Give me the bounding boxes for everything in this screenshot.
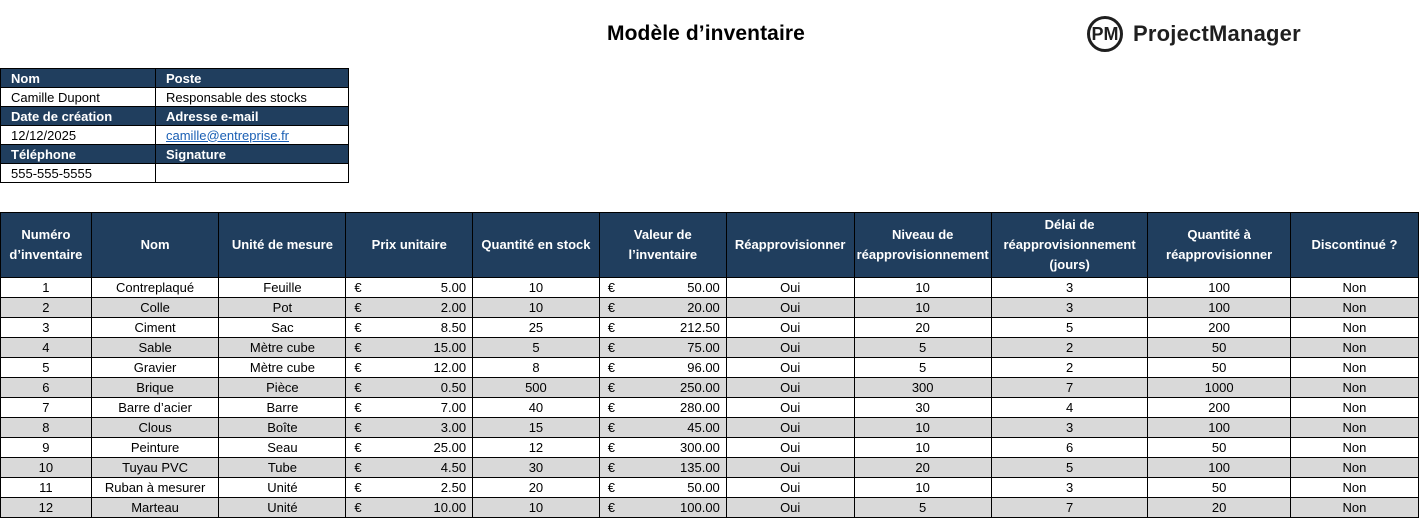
tel-label: Téléphone <box>1 145 156 164</box>
table-cell[interactable]: Clous <box>91 418 219 438</box>
table-cell[interactable]: Mètre cube <box>219 338 346 358</box>
table-cell[interactable] <box>599 358 726 378</box>
table-cell[interactable]: 10 <box>1 458 92 478</box>
table-row <box>1 498 1419 518</box>
currency-symbol: € <box>354 500 362 515</box>
table-cell[interactable]: Sac <box>219 318 346 338</box>
table-row <box>1 458 1419 478</box>
table-row <box>1 438 1419 458</box>
table-cell[interactable] <box>599 478 726 498</box>
table-cell[interactable] <box>346 378 473 398</box>
table-cell[interactable]: 10 <box>854 278 991 298</box>
table-cell[interactable]: 6 <box>1 378 92 398</box>
nom-value[interactable]: Camille Dupont <box>1 88 156 107</box>
table-cell[interactable]: 5 <box>854 338 991 358</box>
table-cell[interactable] <box>346 318 473 338</box>
amount-value: 8.50 <box>440 320 467 335</box>
table-cell[interactable]: 15 <box>473 418 600 438</box>
email-label: Adresse e-mail <box>156 107 349 126</box>
table-cell[interactable]: 3 <box>991 278 1148 298</box>
amount-value: 7.00 <box>440 400 467 415</box>
amount-value: 96.00 <box>687 360 720 375</box>
table-row <box>1 358 1419 378</box>
table-cell[interactable]: Oui <box>726 478 854 498</box>
currency-symbol: € <box>607 300 616 315</box>
table-cell[interactable]: Non <box>1290 378 1418 398</box>
amount-value: 2.00 <box>440 300 467 315</box>
table-cell[interactable]: 10 <box>473 298 600 318</box>
table-cell[interactable]: 5 <box>991 458 1148 478</box>
table-cell[interactable] <box>346 278 473 298</box>
table-cell[interactable] <box>599 438 726 458</box>
table-cell[interactable]: 4 <box>1 338 92 358</box>
table-cell[interactable]: 11 <box>1 478 92 498</box>
table-cell[interactable]: Barre <box>219 398 346 418</box>
email-cell[interactable] <box>156 126 349 145</box>
amount-value: 75.00 <box>687 340 720 355</box>
table-cell[interactable]: 20 <box>1148 498 1290 518</box>
currency-symbol: € <box>354 420 362 435</box>
table-cell[interactable]: Non <box>1290 318 1418 338</box>
table-cell[interactable] <box>346 478 473 498</box>
table-cell[interactable]: 2 <box>1 298 92 318</box>
table-cell[interactable] <box>599 378 726 398</box>
table-cell[interactable] <box>346 398 473 418</box>
table-cell[interactable]: 3 <box>1 318 92 338</box>
table-cell[interactable] <box>599 318 726 338</box>
table-cell[interactable]: 3 <box>991 418 1148 438</box>
table-cell[interactable]: Gravier <box>91 358 219 378</box>
table-cell[interactable]: 20 <box>854 458 991 478</box>
table-cell[interactable]: 2 <box>991 358 1148 378</box>
table-cell[interactable]: Mètre cube <box>219 358 346 378</box>
table-cell[interactable] <box>346 298 473 318</box>
table-cell[interactable]: 20 <box>854 318 991 338</box>
currency-symbol: € <box>607 280 616 295</box>
column-header[interactable]: Quantité à réapprovisionner <box>1148 213 1290 278</box>
table-cell[interactable]: Oui <box>726 318 854 338</box>
date-label: Date de création <box>1 107 156 126</box>
currency-symbol: € <box>354 480 362 495</box>
amount-value: 25.00 <box>433 440 467 455</box>
table-cell[interactable]: Non <box>1290 438 1418 458</box>
signature-value[interactable] <box>156 164 349 183</box>
table-cell[interactable] <box>346 338 473 358</box>
table-header-row <box>1 213 1419 278</box>
table-cell[interactable]: Marteau <box>91 498 219 518</box>
poste-label: Poste <box>156 69 349 88</box>
currency-symbol: € <box>607 460 616 475</box>
table-cell[interactable]: 10 <box>854 478 991 498</box>
table-cell[interactable]: Oui <box>726 338 854 358</box>
pm-logo-icon: PM <box>1087 16 1123 52</box>
amount-value: 50.00 <box>687 280 720 295</box>
table-cell[interactable]: Contreplaqué <box>91 278 219 298</box>
table-cell[interactable]: Sable <box>91 338 219 358</box>
table-cell[interactable]: 8 <box>1 418 92 438</box>
table-row <box>1 378 1419 398</box>
table-cell[interactable]: Oui <box>726 398 854 418</box>
column-header[interactable]: Prix unitaire <box>346 213 473 278</box>
tel-value[interactable]: 555-555-5555 <box>1 164 156 183</box>
nom-label: Nom <box>1 69 156 88</box>
table-cell[interactable]: Non <box>1290 278 1418 298</box>
amount-value: 212.50 <box>680 320 720 335</box>
amount-value: 50.00 <box>687 480 720 495</box>
table-cell[interactable]: Brique <box>91 378 219 398</box>
table-row <box>1 478 1419 498</box>
table-cell[interactable]: 10 <box>473 498 600 518</box>
table-cell[interactable]: 7 <box>991 498 1148 518</box>
table-cell[interactable]: Peinture <box>91 438 219 458</box>
table-cell[interactable]: Oui <box>726 358 854 378</box>
table-cell[interactable]: Seau <box>219 438 346 458</box>
column-header[interactable]: Valeur de l’inventaire <box>599 213 726 278</box>
table-cell[interactable]: 40 <box>473 398 600 418</box>
amount-value: 45.00 <box>687 420 720 435</box>
amount-value: 250.00 <box>680 380 720 395</box>
table-cell[interactable]: Non <box>1290 498 1418 518</box>
table-cell[interactable]: 25 <box>473 318 600 338</box>
amount-value: 12.00 <box>433 360 467 375</box>
column-header[interactable]: Réapprovisionner <box>726 213 854 278</box>
table-cell[interactable]: Boîte <box>219 418 346 438</box>
table-cell[interactable] <box>346 498 473 518</box>
poste-value[interactable]: Responsable des stocks <box>156 88 349 107</box>
table-row <box>1 298 1419 318</box>
email-link[interactable]: camille@entreprise.fr <box>166 127 290 143</box>
amount-value: 300.00 <box>680 440 720 455</box>
table-cell[interactable]: Ruban à mesurer <box>91 478 219 498</box>
table-row <box>1 318 1419 338</box>
amount-value: 4.50 <box>440 460 467 475</box>
column-header[interactable]: Délai de réapprovisionnement (jours) <box>991 213 1148 278</box>
currency-symbol: € <box>354 460 362 475</box>
table-cell[interactable]: 10 <box>854 418 991 438</box>
table-row <box>1 418 1419 438</box>
table-cell[interactable]: 50 <box>1148 438 1290 458</box>
amount-value: 100.00 <box>680 500 720 515</box>
table-cell[interactable]: Barre d’acier <box>91 398 219 418</box>
table-cell[interactable]: 1 <box>1 278 92 298</box>
amount-value: 135.00 <box>680 460 720 475</box>
table-cell[interactable]: 12 <box>1 498 92 518</box>
table-cell[interactable]: Non <box>1290 338 1418 358</box>
column-header[interactable]: Nom <box>91 213 219 278</box>
table-cell[interactable]: Non <box>1290 478 1418 498</box>
table-cell[interactable]: Tuyau PVC <box>91 458 219 478</box>
table-cell[interactable]: Non <box>1290 418 1418 438</box>
table-row <box>1 398 1419 418</box>
table-cell[interactable]: 5 <box>991 318 1148 338</box>
table-cell[interactable]: 10 <box>854 298 991 318</box>
table-cell[interactable] <box>599 418 726 438</box>
table-cell[interactable] <box>346 358 473 378</box>
table-cell[interactable]: Unité <box>219 478 346 498</box>
table-cell[interactable]: 3 <box>991 478 1148 498</box>
amount-value: 280.00 <box>680 400 720 415</box>
table-cell[interactable] <box>346 458 473 478</box>
column-header[interactable]: Discontinué ? <box>1290 213 1418 278</box>
currency-symbol: € <box>354 400 362 415</box>
table-cell[interactable]: 8 <box>473 358 600 378</box>
currency-symbol: € <box>354 440 362 455</box>
table-cell[interactable]: Non <box>1290 358 1418 378</box>
amount-value: 5.00 <box>440 280 467 295</box>
table-cell[interactable]: 50 <box>1148 338 1290 358</box>
table-cell[interactable]: Colle <box>91 298 219 318</box>
table-cell[interactable]: 50 <box>1148 358 1290 378</box>
logo-text: ProjectManager <box>1133 21 1301 46</box>
table-cell[interactable]: Oui <box>726 418 854 438</box>
table-cell[interactable]: 100 <box>1148 298 1290 318</box>
table-cell[interactable]: Oui <box>726 498 854 518</box>
table-cell[interactable]: 50 <box>1148 478 1290 498</box>
table-cell[interactable]: 5 <box>854 358 991 378</box>
column-header[interactable]: Quantité en stock <box>473 213 600 278</box>
table-cell[interactable] <box>599 278 726 298</box>
table-cell[interactable]: 10 <box>473 278 600 298</box>
table-cell[interactable]: 7 <box>1 398 92 418</box>
currency-symbol: € <box>354 360 362 375</box>
table-cell[interactable]: 5 <box>473 338 600 358</box>
currency-symbol: € <box>354 380 362 395</box>
page-title: Modèle d’inventaire <box>607 22 805 45</box>
table-cell[interactable]: 6 <box>991 438 1148 458</box>
table-cell[interactable]: Tube <box>219 458 346 478</box>
amount-value: 20.00 <box>687 300 720 315</box>
amount-value: 15.00 <box>433 340 467 355</box>
table-cell[interactable]: 2 <box>991 338 1148 358</box>
table-cell[interactable]: 30 <box>854 398 991 418</box>
table-cell[interactable]: Feuille <box>219 278 346 298</box>
currency-symbol: € <box>607 320 616 335</box>
inventory-table <box>0 212 1419 518</box>
table-cell[interactable]: 5 <box>854 498 991 518</box>
table-cell[interactable]: 200 <box>1148 398 1290 418</box>
table-cell[interactable]: 9 <box>1 438 92 458</box>
table-cell[interactable]: 12 <box>473 438 600 458</box>
table-cell[interactable]: 3 <box>991 298 1148 318</box>
table-cell[interactable] <box>599 338 726 358</box>
currency-symbol: € <box>607 360 616 375</box>
table-cell[interactable]: Ciment <box>91 318 219 338</box>
column-header[interactable]: Niveau de réapprovisionnement <box>854 213 991 278</box>
table-cell[interactable]: 100 <box>1148 278 1290 298</box>
table-cell[interactable]: Unité <box>219 498 346 518</box>
table-cell[interactable]: Non <box>1290 398 1418 418</box>
signature-label: Signature <box>156 145 349 164</box>
currency-symbol: € <box>607 480 616 495</box>
table-cell[interactable] <box>346 438 473 458</box>
currency-symbol: € <box>607 380 616 395</box>
currency-symbol: € <box>607 340 616 355</box>
table-cell[interactable] <box>599 458 726 478</box>
table-cell[interactable]: 20 <box>473 478 600 498</box>
currency-symbol: € <box>607 500 616 515</box>
table-cell[interactable]: 200 <box>1148 318 1290 338</box>
table-cell[interactable]: Oui <box>726 438 854 458</box>
table-cell[interactable]: Pot <box>219 298 346 318</box>
currency-symbol: € <box>354 300 362 315</box>
currency-symbol: € <box>607 400 616 415</box>
table-cell[interactable]: Oui <box>726 378 854 398</box>
currency-symbol: € <box>354 280 362 295</box>
amount-value: 0.50 <box>440 380 467 395</box>
table-cell[interactable] <box>599 398 726 418</box>
table-cell[interactable]: 7 <box>991 378 1148 398</box>
table-cell[interactable]: 100 <box>1148 458 1290 478</box>
amount-value: 3.00 <box>440 420 467 435</box>
date-value[interactable]: 12/12/2025 <box>1 126 156 145</box>
table-row <box>1 338 1419 358</box>
table-cell[interactable]: 30 <box>473 458 600 478</box>
amount-value: 2.50 <box>440 480 467 495</box>
currency-symbol: € <box>607 420 616 435</box>
table-cell[interactable]: 300 <box>854 378 991 398</box>
table-cell[interactable]: 10 <box>854 438 991 458</box>
table-cell[interactable]: 100 <box>1148 418 1290 438</box>
table-cell[interactable]: Non <box>1290 458 1418 478</box>
table-cell[interactable]: Non <box>1290 298 1418 318</box>
table-cell[interactable]: 5 <box>1 358 92 378</box>
column-header[interactable]: Unité de mesure <box>219 213 346 278</box>
table-cell[interactable] <box>599 498 726 518</box>
table-cell[interactable]: 4 <box>991 398 1148 418</box>
table-cell[interactable]: Pièce <box>219 378 346 398</box>
column-header[interactable]: Numéro d’inventaire <box>1 213 92 278</box>
table-cell[interactable] <box>599 298 726 318</box>
table-cell[interactable] <box>346 418 473 438</box>
table-cell[interactable]: 1000 <box>1148 378 1290 398</box>
info-block <box>0 68 349 183</box>
table-body <box>1 278 1419 518</box>
amount-value: 10.00 <box>433 500 467 515</box>
currency-symbol: € <box>607 440 616 455</box>
table-cell[interactable]: Oui <box>726 458 854 478</box>
currency-symbol: € <box>354 320 362 335</box>
table-cell[interactable]: 500 <box>473 378 600 398</box>
table-row <box>1 278 1419 298</box>
currency-symbol: € <box>354 340 362 355</box>
table-cell[interactable]: Oui <box>726 298 854 318</box>
table-cell[interactable]: Oui <box>726 278 854 298</box>
projectmanager-logo <box>1087 13 1301 55</box>
